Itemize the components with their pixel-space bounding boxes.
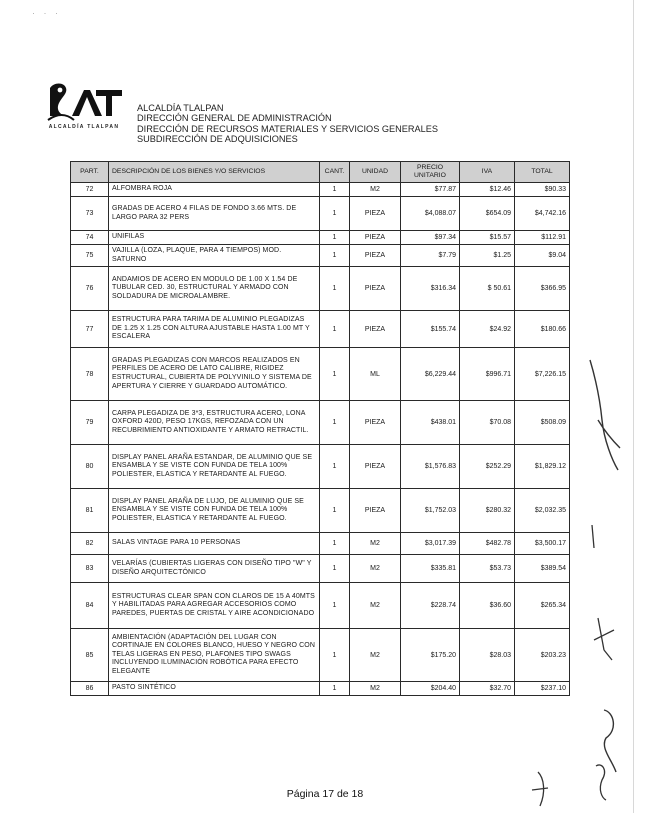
cell-iva: $ 50.61 <box>460 267 515 311</box>
cell-total: $1,829.12 <box>515 445 570 489</box>
cell-precio: $438.01 <box>401 401 460 445</box>
cell-description: UNIFILAS <box>109 231 320 245</box>
cell-description: DISPLAY PANEL ARAÑA ESTANDAR, DE ALUMINIO QUE SE ENSAMBLA Y SE VISTE CON FUNDA DE TELA 100% POLIESTER, ELASTICA Y RETARDANTE AL FUEGO. <box>109 445 320 489</box>
header-line-direccion-general: DIRECCIÓN GENERAL DE ADMINISTRACIÓN <box>137 113 332 124</box>
cell-total: $112.91 <box>515 231 570 245</box>
cell-description: SALAS VINTAGE PARA 10 PERSONAS <box>109 533 320 555</box>
cell-part: 84 <box>71 583 109 629</box>
header-unidad: UNIDAD <box>350 162 401 183</box>
cell-cant: 1 <box>320 183 350 197</box>
cell-iva: $53.73 <box>460 555 515 583</box>
cell-part: 74 <box>71 231 109 245</box>
cell-precio: $335.81 <box>401 555 460 583</box>
header-total: TOTAL <box>515 162 570 183</box>
cell-iva: $12.46 <box>460 183 515 197</box>
cell-part: 72 <box>71 183 109 197</box>
cell-cant: 1 <box>320 629 350 682</box>
cell-iva: $482.78 <box>460 533 515 555</box>
cell-part: 73 <box>71 197 109 231</box>
cell-part: 82 <box>71 533 109 555</box>
header-precio-unitario: PRECIO UNITARIO <box>401 162 460 183</box>
cell-unidad: M2 <box>350 629 401 682</box>
cell-description: GRADAS PLEGADIZAS CON MARCOS REALIZADOS EN PERFILES DE ACERO DE LATO CALIBRE, RIGIDEZ ESTRUCTURAL, CUBIERTA DE POLYVINILO Y SISTEMA DE APERTURA Y CIERRE Y GUARDADO AUTOMÁTICO. <box>109 348 320 401</box>
cell-description: ESTRUCTURA PARA TARIMA DE ALUMINIO PLEGADIZAS DE 1.25 X 1.25 CON ALTURA AJUSTABLE HASTA 1.00 MT Y ESCALERA <box>109 311 320 348</box>
cell-total: $9.04 <box>515 245 570 267</box>
cell-description: ANDAMIOS DE ACERO EN MODULO DE 1.00 X 1.54 DE TUBULAR CED. 30, ESTRUCTURAL Y ARMADO CON SOLDADURA DE MICROALAMBRE. <box>109 267 320 311</box>
cell-cant: 1 <box>320 583 350 629</box>
cell-unidad: PIEZA <box>350 489 401 533</box>
cell-part: 76 <box>71 267 109 311</box>
cell-total: $237.10 <box>515 682 570 696</box>
cell-part: 78 <box>71 348 109 401</box>
cell-iva: $32.70 <box>460 682 515 696</box>
cell-cant: 1 <box>320 401 350 445</box>
cell-total: $90.33 <box>515 183 570 197</box>
cell-unidad: PIEZA <box>350 245 401 267</box>
cell-cant: 1 <box>320 682 350 696</box>
cell-cant: 1 <box>320 555 350 583</box>
cell-precio: $7.79 <box>401 245 460 267</box>
cell-cant: 1 <box>320 245 350 267</box>
cell-unidad: PIEZA <box>350 231 401 245</box>
cell-unidad: PIEZA <box>350 267 401 311</box>
cell-precio: $316.34 <box>401 267 460 311</box>
cell-iva: $15.57 <box>460 231 515 245</box>
cell-precio: $6,229.44 <box>401 348 460 401</box>
cell-total: $265.34 <box>515 583 570 629</box>
page-number: Página 17 de 18 <box>286 788 364 800</box>
cell-total: $508.09 <box>515 401 570 445</box>
cell-cant: 1 <box>320 231 350 245</box>
cell-iva: $252.29 <box>460 445 515 489</box>
header-line-direccion-recursos: DIRECCIÓN DE RECURSOS MATERIALES Y SERVICIOS GENERALES <box>137 123 439 134</box>
cell-cant: 1 <box>320 267 350 311</box>
cell-precio: $155.74 <box>401 311 460 348</box>
scan-specks: · · · <box>32 8 61 18</box>
cell-iva: $1.25 <box>460 245 515 267</box>
cell-part: 81 <box>71 489 109 533</box>
cell-part: 77 <box>71 311 109 348</box>
cell-total: $2,032.35 <box>515 489 570 533</box>
cell-description: DISPLAY PANEL ARAÑA DE LUJO, DE ALUMINIO QUE SE ENSAMBLA Y SE VISTE CON FUNDA DE TELA 100% POLIESTER, ELASTICA Y RETARDANTE AL FUEGO. <box>109 489 320 533</box>
cell-description: CARPA PLEGADIZA DE 3*3, ESTRUCTURA ACERO, LONA OXFORD 420D, PESO 17KGS, REFOZADA CON UN RECUBRIMIENTO ANTIOXIDANTE Y ARMATO RETRACTIL. <box>109 401 320 445</box>
header-iva: IVA <box>460 162 515 183</box>
header-description: DESCRIPCIÓN DE LOS BIENES Y/O SERVICIOS <box>109 162 320 183</box>
cell-total: $203.23 <box>515 629 570 682</box>
cell-total: $7,226.15 <box>515 348 570 401</box>
cell-iva: $280.32 <box>460 489 515 533</box>
header-line-subdireccion: SUBDIRECCIÓN DE ADQUISICIONES <box>137 133 298 144</box>
cell-unidad: PIEZA <box>350 401 401 445</box>
cell-precio: $175.20 <box>401 629 460 682</box>
header-cant: CANT. <box>320 162 350 183</box>
cell-part: 86 <box>71 682 109 696</box>
cell-unidad: M2 <box>350 682 401 696</box>
cell-cant: 1 <box>320 489 350 533</box>
cell-unidad: PIEZA <box>350 311 401 348</box>
cell-iva: $654.09 <box>460 197 515 231</box>
cell-iva: $28.03 <box>460 629 515 682</box>
cell-part: 83 <box>71 555 109 583</box>
cell-description: VAJILLA (LOZA, PLAQUE, PARA 4 TIEMPOS) MOD. SATURNO <box>109 245 320 267</box>
cell-precio: $3,017.39 <box>401 533 460 555</box>
cell-iva: $70.08 <box>460 401 515 445</box>
cell-cant: 1 <box>320 533 350 555</box>
cell-precio: $228.74 <box>401 583 460 629</box>
cell-description: VELARÍAS (CUBIERTAS LIGERAS CON DISEÑO TIPO "W" Y DISEÑO ARQUITECTÓNICO <box>109 555 320 583</box>
cell-precio: $1,752.03 <box>401 489 460 533</box>
cell-unidad: ML <box>350 348 401 401</box>
cell-unidad: M2 <box>350 183 401 197</box>
cell-description: AMBIENTACIÓN (ADAPTACIÓN DEL LUGAR CON CORTINAJE EN COLORES BLANCO, HUESO Y NEGRO CON TELAS LIGERAS EN PESO, PLAFONES TIPO SWAGS INCLUYENDO ILUMINACIÓN ROBÓTICA PARA EFECTO ELEGANTE <box>109 629 320 682</box>
cell-iva: $996.71 <box>460 348 515 401</box>
cell-total: $3,500.17 <box>515 533 570 555</box>
cell-precio: $204.40 <box>401 682 460 696</box>
cell-cant: 1 <box>320 348 350 401</box>
cell-part: 80 <box>71 445 109 489</box>
cell-precio: $4,088.07 <box>401 197 460 231</box>
cell-total: $389.54 <box>515 555 570 583</box>
header-part: PART. <box>71 162 109 183</box>
header-line-alcaldia: ALCALDÍA TLALPAN <box>137 103 224 113</box>
cell-total: $366.95 <box>515 267 570 311</box>
cell-cant: 1 <box>320 445 350 489</box>
cell-unidad: M2 <box>350 533 401 555</box>
cell-unidad: PIEZA <box>350 197 401 231</box>
cell-precio: $77.87 <box>401 183 460 197</box>
cell-part: 79 <box>71 401 109 445</box>
cell-unidad: M2 <box>350 583 401 629</box>
cell-description: GRADAS DE ACERO 4 FILAS DE FONDO 3.66 MTS. DE LARGO PARA 32 PERS <box>109 197 320 231</box>
logo-caption: ALCALDÍA TLALPAN <box>48 124 120 130</box>
cell-total: $180.66 <box>515 311 570 348</box>
cell-part: 85 <box>71 629 109 682</box>
cell-total: $4,742.16 <box>515 197 570 231</box>
cell-precio: $97.34 <box>401 231 460 245</box>
cell-description: ESTRUCTURAS CLEAR SPAN CON CLAROS DE 15 A 40MTS Y HABILITADAS PARA AGREGAR ACCESORIOS COMO PAREDES, PUERTAS DE CRISTAL Y AIRE ACONDICIONADO <box>109 583 320 629</box>
cell-part: 75 <box>71 245 109 267</box>
cell-cant: 1 <box>320 311 350 348</box>
cell-description: PASTO SINTÉTICO <box>109 682 320 696</box>
cell-iva: $36.60 <box>460 583 515 629</box>
cell-iva: $24.92 <box>460 311 515 348</box>
cell-precio: $1,576.83 <box>401 445 460 489</box>
cell-unidad: M2 <box>350 555 401 583</box>
cell-unidad: PIEZA <box>350 445 401 489</box>
cell-cant: 1 <box>320 197 350 231</box>
cell-description: ALFOMBRA ROJA <box>109 183 320 197</box>
